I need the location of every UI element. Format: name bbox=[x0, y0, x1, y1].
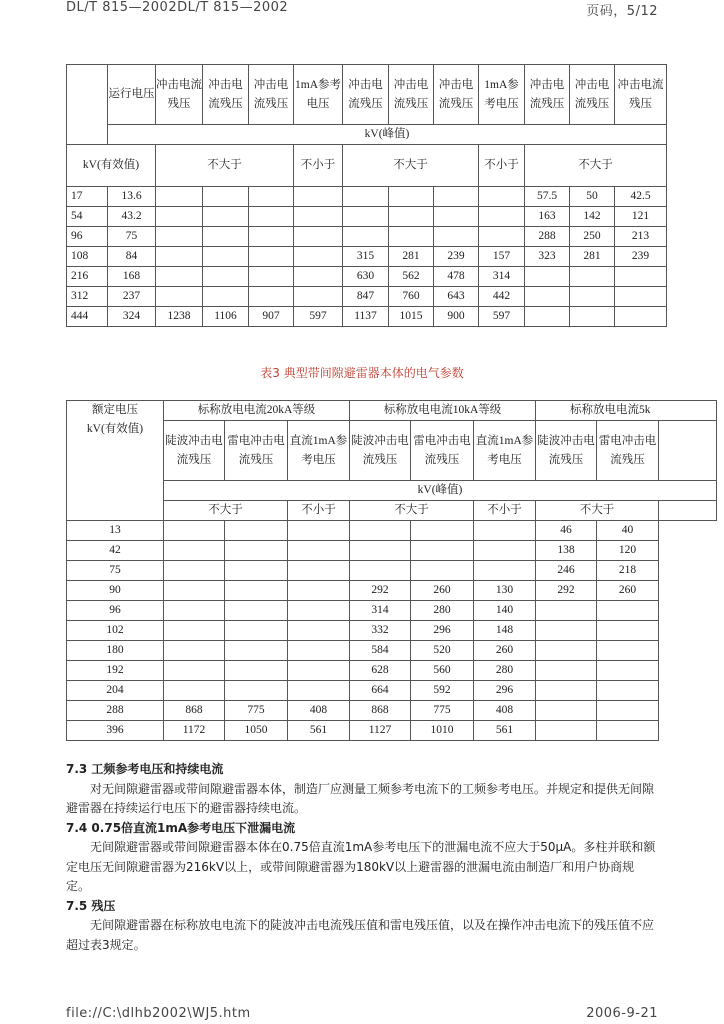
table3-sub-lightning: 雷电冲击电流残压 bbox=[411, 421, 474, 481]
value-cell: 296 bbox=[411, 621, 474, 641]
value-cell bbox=[615, 267, 667, 287]
value-cell: 42.5 bbox=[615, 187, 667, 207]
table2-peak-label: kV(峰值) bbox=[108, 125, 667, 145]
table-row bbox=[67, 541, 717, 561]
value-cell bbox=[474, 521, 536, 541]
value-cell: 1127 bbox=[350, 721, 411, 741]
value-cell bbox=[474, 561, 536, 581]
value-cell bbox=[570, 267, 615, 287]
table2-head-cell: 冲击电流残压 bbox=[525, 65, 570, 125]
value-cell bbox=[411, 521, 474, 541]
value-cell: 847 bbox=[343, 287, 389, 307]
value-cell: 13.6 bbox=[108, 187, 156, 207]
value-cell: 296 bbox=[474, 681, 536, 701]
value-cell bbox=[389, 207, 434, 227]
table-row bbox=[67, 621, 717, 641]
value-cell bbox=[225, 641, 288, 661]
section-text bbox=[66, 760, 658, 955]
table3-sub-empty bbox=[659, 421, 717, 481]
value-cell bbox=[434, 227, 479, 247]
section-7-5-title: 7.5 残压 bbox=[66, 898, 116, 913]
value-cell bbox=[434, 207, 479, 227]
table3-sub-dc: 直流1mA参考电压 bbox=[474, 421, 536, 481]
value-cell: 900 bbox=[434, 307, 479, 327]
value-cell: 84 bbox=[108, 247, 156, 267]
value-cell bbox=[411, 541, 474, 561]
value-cell bbox=[164, 601, 225, 621]
value-cell bbox=[156, 227, 203, 247]
value-cell bbox=[288, 601, 350, 621]
table-row bbox=[67, 207, 667, 227]
table2-head-cell: 冲击电流残压 bbox=[343, 65, 389, 125]
value-cell bbox=[164, 621, 225, 641]
value-cell: 1015 bbox=[389, 307, 434, 327]
row-key-cell: 444 bbox=[67, 307, 108, 327]
value-cell: 520 bbox=[411, 641, 474, 661]
header-page-number: 页码，5/12 bbox=[586, 4, 658, 19]
value-cell: 239 bbox=[434, 247, 479, 267]
value-cell bbox=[203, 267, 249, 287]
table3-sub-dc: 直流1mA参考电压 bbox=[288, 421, 350, 481]
section-7-5-body: 无间隙避雷器在标称放电电流下的陡波冲击电流残压值和雷电残压值，以及在操作冲击电流下的残压值不应超过表3规定。 bbox=[66, 918, 655, 952]
value-cell bbox=[479, 187, 525, 207]
table3-peak-label: kV(峰值) bbox=[164, 481, 717, 501]
value-cell: 120 bbox=[597, 541, 659, 561]
value-cell bbox=[479, 227, 525, 247]
value-cell: 142 bbox=[570, 207, 615, 227]
value-cell bbox=[249, 207, 294, 227]
value-cell: 246 bbox=[536, 561, 597, 581]
value-cell: 281 bbox=[389, 247, 434, 267]
value-cell bbox=[350, 521, 411, 541]
table-row bbox=[67, 641, 717, 661]
value-cell: 442 bbox=[479, 287, 525, 307]
value-cell bbox=[203, 227, 249, 247]
value-cell: 237 bbox=[108, 287, 156, 307]
value-cell bbox=[536, 601, 597, 621]
value-cell bbox=[294, 267, 343, 287]
table3-wrapper bbox=[66, 400, 658, 743]
value-cell: 288 bbox=[525, 227, 570, 247]
value-cell bbox=[343, 207, 389, 227]
value-cell: 163 bbox=[525, 207, 570, 227]
table3 bbox=[66, 400, 717, 741]
value-cell bbox=[164, 661, 225, 681]
row-key-cell: 96 bbox=[67, 227, 108, 247]
value-cell bbox=[164, 521, 225, 541]
table3-sub-steep: 陡波冲击电流残压 bbox=[536, 421, 597, 481]
table3-not-less-label: 不小于 bbox=[474, 501, 536, 521]
value-cell: 314 bbox=[479, 267, 525, 287]
value-cell: 562 bbox=[389, 267, 434, 287]
table2-head-cell: 冲击电流残压 bbox=[203, 65, 249, 125]
value-cell: 760 bbox=[389, 287, 434, 307]
section-7-4-body: 无间隙避雷器或带间隙避雷器本体在0.75倍直流1mA参考电压下的泄漏电流不应大于50μA。多柱并联和额定电压无间隙避雷器为216kV以上，或带间隙避雷器为180kV以上避雷器的泄漏电流由制造厂和用户协商规定。 bbox=[66, 840, 656, 893]
table3-empty-cell bbox=[659, 501, 717, 521]
table-row bbox=[67, 307, 667, 327]
value-cell bbox=[203, 247, 249, 267]
value-cell bbox=[203, 207, 249, 227]
value-cell: 213 bbox=[615, 227, 667, 247]
value-cell bbox=[225, 621, 288, 641]
value-cell: 408 bbox=[474, 701, 536, 721]
value-cell bbox=[225, 661, 288, 681]
value-cell bbox=[225, 521, 288, 541]
value-cell bbox=[225, 681, 288, 701]
table-row bbox=[67, 661, 717, 681]
value-cell: 1050 bbox=[225, 721, 288, 741]
value-cell bbox=[156, 287, 203, 307]
table-row bbox=[67, 267, 667, 287]
table2-head-cell: 冲击电流残压 bbox=[570, 65, 615, 125]
value-cell bbox=[615, 307, 667, 327]
value-cell bbox=[536, 721, 597, 741]
row-key-cell: 13 bbox=[67, 521, 164, 541]
table2-head-cell: 冲击电流残压 bbox=[434, 65, 479, 125]
value-cell bbox=[343, 227, 389, 247]
value-cell bbox=[164, 541, 225, 561]
table2-not-more-label: 不大于 bbox=[156, 145, 294, 187]
table2-header-row bbox=[67, 65, 667, 125]
value-cell: 260 bbox=[474, 641, 536, 661]
table-row bbox=[67, 247, 667, 267]
table3-rms-label: kV(有效值) bbox=[86, 423, 144, 435]
value-cell: 643 bbox=[434, 287, 479, 307]
header-doc-code: DL/T 815—2002DL/T 815—2002 bbox=[66, 0, 289, 15]
value-cell: 250 bbox=[570, 227, 615, 247]
value-cell bbox=[288, 521, 350, 541]
table2-wrapper bbox=[66, 64, 664, 326]
value-cell bbox=[225, 541, 288, 561]
table2-body bbox=[67, 187, 667, 327]
value-cell bbox=[536, 661, 597, 681]
row-key-cell: 180 bbox=[67, 641, 164, 661]
value-cell bbox=[525, 267, 570, 287]
row-key-cell: 75 bbox=[67, 561, 164, 581]
footer-file-path: file://C:\dlhb2002\WJ5.htm bbox=[66, 1006, 251, 1021]
value-cell: 868 bbox=[350, 701, 411, 721]
value-cell bbox=[288, 661, 350, 681]
table3-sub-lightning: 雷电冲击电流残压 bbox=[225, 421, 288, 481]
value-cell: 157 bbox=[479, 247, 525, 267]
value-cell bbox=[536, 681, 597, 701]
value-cell: 1010 bbox=[411, 721, 474, 741]
value-cell bbox=[597, 681, 659, 701]
value-cell: 138 bbox=[536, 541, 597, 561]
value-cell bbox=[294, 287, 343, 307]
table3-group-10ka: 标称放电电流10kA等级 bbox=[350, 401, 536, 421]
value-cell: 323 bbox=[525, 247, 570, 267]
table-row bbox=[67, 721, 717, 741]
value-cell bbox=[288, 681, 350, 701]
value-cell: 408 bbox=[288, 701, 350, 721]
value-cell bbox=[156, 187, 203, 207]
value-cell: 775 bbox=[225, 701, 288, 721]
value-cell bbox=[249, 287, 294, 307]
table3-group-20ka: 标称放电电流20kA等级 bbox=[164, 401, 350, 421]
value-cell: 280 bbox=[411, 601, 474, 621]
section-7-3-body: 对无间隙避雷器或带间隙避雷器本体，制造厂应测量工频参考电流下的工频参考电压。并规定和提供无间隙避雷器在持续运行电压下的避雷器持续电流。 bbox=[66, 781, 655, 815]
value-cell bbox=[288, 641, 350, 661]
value-cell bbox=[294, 247, 343, 267]
value-cell bbox=[294, 187, 343, 207]
value-cell: 46 bbox=[536, 521, 597, 541]
value-cell bbox=[479, 207, 525, 227]
value-cell bbox=[225, 561, 288, 581]
value-cell: 1172 bbox=[164, 721, 225, 741]
section-7-3-title: 7.3 工频参考电压和持续电流 bbox=[66, 762, 224, 776]
table3-group-5ka: 标称放电电流5k bbox=[536, 401, 717, 421]
value-cell bbox=[570, 307, 615, 327]
value-cell bbox=[343, 187, 389, 207]
value-cell bbox=[389, 227, 434, 247]
value-cell: 561 bbox=[288, 721, 350, 741]
row-key-cell: 54 bbox=[67, 207, 108, 227]
value-cell bbox=[288, 581, 350, 601]
table3-rated-voltage-head bbox=[67, 401, 164, 521]
table2-rms-label: kV(有效值) bbox=[67, 145, 156, 187]
value-cell bbox=[570, 287, 615, 307]
table3-rated-label: 额定电压 bbox=[92, 404, 138, 416]
table2-head-cell: 冲击电流残压 bbox=[389, 65, 434, 125]
value-cell: 315 bbox=[343, 247, 389, 267]
value-cell: 332 bbox=[350, 621, 411, 641]
value-cell: 324 bbox=[108, 307, 156, 327]
value-cell: 75 bbox=[108, 227, 156, 247]
value-cell: 260 bbox=[597, 581, 659, 601]
value-cell: 50 bbox=[570, 187, 615, 207]
value-cell: 260 bbox=[411, 581, 474, 601]
table-row bbox=[67, 287, 667, 307]
table2-head-cell: 1mA参考电压 bbox=[479, 65, 525, 125]
row-key-cell: 216 bbox=[67, 267, 108, 287]
table-row bbox=[67, 581, 717, 601]
value-cell: 584 bbox=[350, 641, 411, 661]
value-cell bbox=[597, 661, 659, 681]
value-cell: 628 bbox=[350, 661, 411, 681]
value-cell bbox=[156, 247, 203, 267]
value-cell bbox=[350, 561, 411, 581]
value-cell bbox=[249, 267, 294, 287]
row-key-cell: 96 bbox=[67, 601, 164, 621]
value-cell bbox=[249, 187, 294, 207]
row-key-cell: 102 bbox=[67, 621, 164, 641]
value-cell bbox=[597, 701, 659, 721]
table3-body bbox=[67, 521, 717, 741]
table2-not-more-label: 不大于 bbox=[525, 145, 667, 187]
value-cell bbox=[294, 207, 343, 227]
row-key-cell: 396 bbox=[67, 721, 164, 741]
section-7-4-title: 7.4 0.75倍直流1mA参考电压下泄漏电流 bbox=[66, 820, 296, 835]
value-cell bbox=[525, 307, 570, 327]
table2-not-less-label: 不小于 bbox=[479, 145, 525, 187]
value-cell: 561 bbox=[474, 721, 536, 741]
table2-corner-cell bbox=[67, 65, 108, 145]
table3-not-more-label: 不大于 bbox=[536, 501, 659, 521]
value-cell: 1137 bbox=[343, 307, 389, 327]
table-row bbox=[67, 227, 667, 247]
table3-not-less-label: 不小于 bbox=[288, 501, 350, 521]
table-row bbox=[67, 187, 667, 207]
value-cell bbox=[156, 267, 203, 287]
table2-head-cell: 冲击电流残压 bbox=[249, 65, 294, 125]
table-row bbox=[67, 701, 717, 721]
value-cell bbox=[597, 641, 659, 661]
value-cell bbox=[249, 227, 294, 247]
value-cell: 1106 bbox=[203, 307, 249, 327]
value-cell bbox=[225, 581, 288, 601]
value-cell bbox=[536, 641, 597, 661]
table3-not-more-label: 不大于 bbox=[350, 501, 474, 521]
value-cell bbox=[164, 581, 225, 601]
value-cell bbox=[164, 681, 225, 701]
value-cell: 239 bbox=[615, 247, 667, 267]
value-cell bbox=[597, 621, 659, 641]
footer-date: 2006-9-21 bbox=[586, 1006, 658, 1021]
row-key-cell: 108 bbox=[67, 247, 108, 267]
value-cell bbox=[164, 561, 225, 581]
value-cell: 168 bbox=[108, 267, 156, 287]
table3-caption: 表3 典型带间隙避雷器本体的电气参数 bbox=[260, 366, 464, 380]
value-cell: 907 bbox=[249, 307, 294, 327]
value-cell: 40 bbox=[597, 521, 659, 541]
table-row bbox=[67, 521, 717, 541]
table3-sub-steep: 陡波冲击电流残压 bbox=[350, 421, 411, 481]
value-cell: 57.5 bbox=[525, 187, 570, 207]
value-cell: 597 bbox=[479, 307, 525, 327]
value-cell bbox=[156, 207, 203, 227]
value-cell: 592 bbox=[411, 681, 474, 701]
table3-sub-steep: 陡波冲击电流残压 bbox=[164, 421, 225, 481]
value-cell bbox=[597, 721, 659, 741]
value-cell bbox=[294, 227, 343, 247]
row-key-cell: 17 bbox=[67, 187, 108, 207]
value-cell bbox=[536, 701, 597, 721]
value-cell: 292 bbox=[536, 581, 597, 601]
value-cell bbox=[225, 601, 288, 621]
value-cell: 292 bbox=[350, 581, 411, 601]
value-cell bbox=[249, 247, 294, 267]
row-key-cell: 288 bbox=[67, 701, 164, 721]
value-cell bbox=[389, 187, 434, 207]
table2-head-cell: 运行电压 bbox=[108, 65, 156, 125]
table2 bbox=[66, 64, 667, 327]
value-cell bbox=[536, 621, 597, 641]
table-row bbox=[67, 601, 717, 621]
value-cell: 218 bbox=[597, 561, 659, 581]
value-cell: 314 bbox=[350, 601, 411, 621]
value-cell bbox=[525, 287, 570, 307]
value-cell bbox=[203, 187, 249, 207]
value-cell: 140 bbox=[474, 601, 536, 621]
value-cell: 478 bbox=[434, 267, 479, 287]
value-cell bbox=[288, 561, 350, 581]
row-key-cell: 192 bbox=[67, 661, 164, 681]
row-key-cell: 204 bbox=[67, 681, 164, 701]
value-cell: 43.2 bbox=[108, 207, 156, 227]
table3-sub-lightning: 雷电冲击电流残压 bbox=[597, 421, 659, 481]
row-key-cell: 90 bbox=[67, 581, 164, 601]
value-cell: 121 bbox=[615, 207, 667, 227]
value-cell bbox=[203, 287, 249, 307]
value-cell: 130 bbox=[474, 581, 536, 601]
value-cell: 664 bbox=[350, 681, 411, 701]
table2-not-less-label: 不小于 bbox=[294, 145, 343, 187]
value-cell bbox=[434, 187, 479, 207]
value-cell bbox=[615, 287, 667, 307]
table2-head-cell: 冲击电流残压 bbox=[156, 65, 203, 125]
value-cell bbox=[288, 541, 350, 561]
value-cell: 775 bbox=[411, 701, 474, 721]
value-cell: 1238 bbox=[156, 307, 203, 327]
value-cell: 630 bbox=[343, 267, 389, 287]
row-key-cell: 312 bbox=[67, 287, 108, 307]
value-cell bbox=[164, 641, 225, 661]
value-cell: 280 bbox=[474, 661, 536, 681]
value-cell: 597 bbox=[294, 307, 343, 327]
value-cell bbox=[288, 621, 350, 641]
value-cell bbox=[350, 541, 411, 561]
row-key-cell: 42 bbox=[67, 541, 164, 561]
value-cell: 281 bbox=[570, 247, 615, 267]
value-cell bbox=[474, 541, 536, 561]
value-cell: 560 bbox=[411, 661, 474, 681]
value-cell: 868 bbox=[164, 701, 225, 721]
value-cell bbox=[597, 601, 659, 621]
table-row bbox=[67, 561, 717, 581]
value-cell: 148 bbox=[474, 621, 536, 641]
table2-head-cell: 1mA参考电压 bbox=[294, 65, 343, 125]
table3-not-more-label: 不大于 bbox=[164, 501, 288, 521]
table2-not-more-label: 不大于 bbox=[343, 145, 479, 187]
table2-head-cell: 冲击电流残压 bbox=[615, 65, 667, 125]
table-row bbox=[67, 681, 717, 701]
value-cell bbox=[411, 561, 474, 581]
